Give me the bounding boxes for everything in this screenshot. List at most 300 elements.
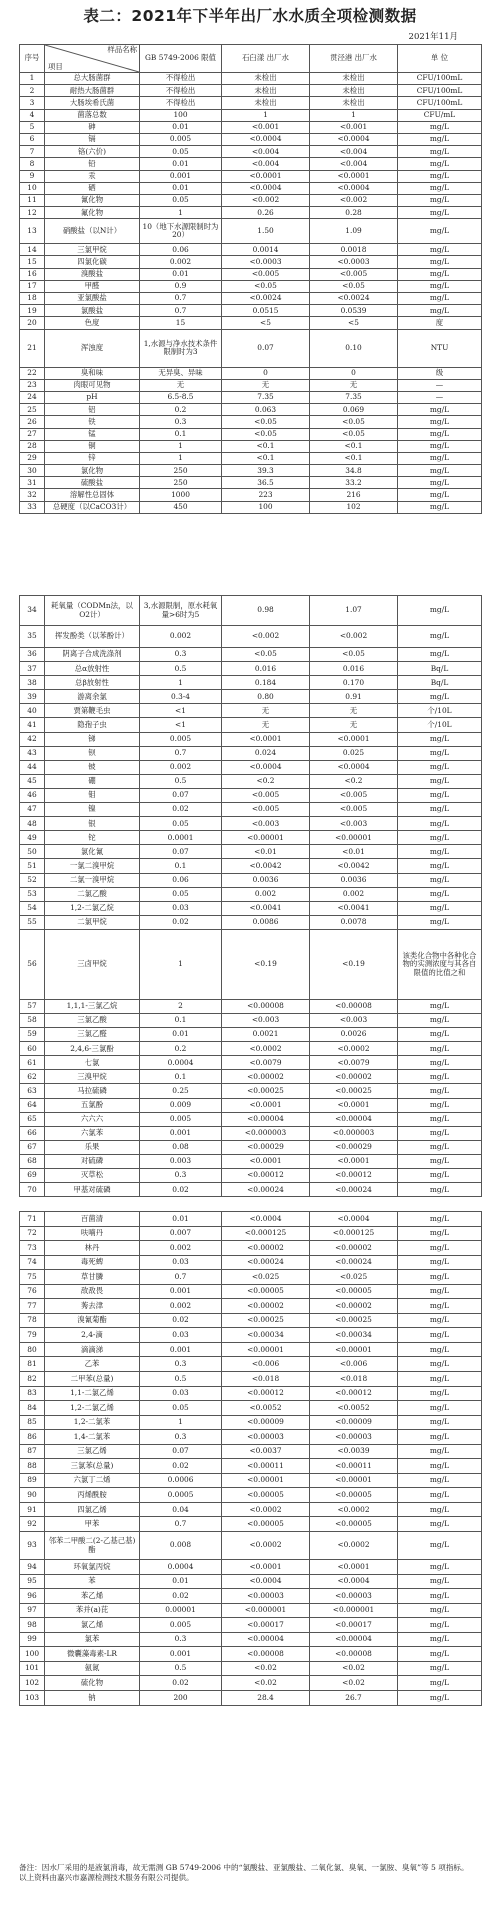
plant2-cell: 26.7 (310, 1690, 398, 1705)
item-cell: 对硫磷 (45, 1154, 140, 1168)
plant1-cell: 0 (222, 367, 310, 379)
unit-cell: mg/L (398, 1372, 482, 1387)
unit-cell: mg/L (398, 1126, 482, 1140)
table-row (20, 596, 482, 626)
item-cell: 滴滴涕 (45, 1342, 140, 1357)
limit-cell: 1 (140, 676, 222, 690)
unit-cell: mg/L (398, 182, 482, 194)
table-row (20, 1560, 482, 1575)
table-row (20, 845, 482, 859)
plant1-cell: 0.26 (222, 207, 310, 219)
unit-cell: mg/L (398, 244, 482, 256)
item-cell: 马拉硫磷 (45, 1084, 140, 1098)
unit-cell: mg/L (398, 1212, 482, 1227)
plant1-cell: <0.00029 (222, 1140, 310, 1154)
item-cell: 耗氧量（CODMn法，以O2计） (45, 596, 140, 626)
table-row (20, 1488, 482, 1503)
plant1-cell: <0.0002 (222, 1042, 310, 1056)
unit-cell: mg/L (398, 626, 482, 648)
table-row (20, 219, 482, 244)
unit-cell: mg/L (398, 1517, 482, 1532)
seq-cell: 40 (20, 704, 45, 718)
limit-cell: 0.02 (140, 1676, 222, 1691)
plant1-cell: <0.002 (222, 194, 310, 206)
plant1-cell: <0.003 (222, 817, 310, 831)
header-diagonal-line (45, 45, 139, 72)
item-cell: 苯并(a)芘 (45, 1603, 140, 1618)
table-row (20, 317, 482, 329)
item-cell: 氯酸盐 (45, 305, 140, 317)
item-cell: 氨氮 (45, 1661, 140, 1676)
limit-cell: <1 (140, 704, 222, 718)
limit-cell: 0.002 (140, 1241, 222, 1256)
table-row (20, 788, 482, 802)
table-row (20, 1212, 482, 1227)
plant2-cell: <0.00017 (310, 1618, 398, 1633)
seq-cell: 11 (20, 194, 45, 206)
table-row (20, 704, 482, 718)
seq-cell: 32 (20, 489, 45, 501)
seq-cell: 55 (20, 915, 45, 929)
table-row (20, 379, 482, 391)
plant1-cell: <0.003 (222, 1013, 310, 1027)
plant1-cell: <0.00005 (222, 1517, 310, 1532)
plant1-cell: <0.00012 (222, 1169, 310, 1183)
table-row (20, 760, 482, 774)
plant1-cell: <0.00008 (222, 1647, 310, 1662)
seq-cell: 91 (20, 1502, 45, 1517)
limit-cell: 0.5 (140, 1372, 222, 1387)
item-cell: 六氯丁二烯 (45, 1473, 140, 1488)
table-row (20, 404, 482, 416)
unit-cell: mg/L (398, 803, 482, 817)
plant2-cell: <0.00003 (310, 1589, 398, 1604)
table-row (20, 1226, 482, 1241)
table-row (20, 1112, 482, 1126)
item-cell: 四氯乙烯 (45, 1502, 140, 1517)
plant1-cell: 36.5 (222, 477, 310, 489)
table-row (20, 133, 482, 145)
plant2-cell: <0.1 (310, 440, 398, 452)
plant2-cell: <0.0004 (310, 1212, 398, 1227)
plant1-cell: <0.0041 (222, 901, 310, 915)
seq-cell: 95 (20, 1574, 45, 1589)
plant1-cell: <0.00004 (222, 1112, 310, 1126)
plant1-cell: <0.00025 (222, 1084, 310, 1098)
plant2-cell: <0.02 (310, 1661, 398, 1676)
plant2-cell: 无 (310, 718, 398, 732)
plant1-cell: <0.00002 (222, 1241, 310, 1256)
seq-cell: 98 (20, 1618, 45, 1633)
plant1-cell: 28.4 (222, 1690, 310, 1705)
item-cell: 1,2-二氯苯 (45, 1415, 140, 1430)
limit-cell: 0.1 (140, 1013, 222, 1027)
unit-cell: mg/L (398, 1270, 482, 1285)
table-row (20, 158, 482, 170)
item-cell: 锑 (45, 732, 140, 746)
limit-cell: 200 (140, 1690, 222, 1705)
unit-cell: mg/L (398, 887, 482, 901)
table-row (20, 1084, 482, 1098)
item-cell: 硝酸盐（以N计） (45, 219, 140, 244)
limit-cell: 6.5-8.5 (140, 391, 222, 403)
unit-cell: 个/10L (398, 704, 482, 718)
item-cell: 微囊藻毒素-LR (45, 1647, 140, 1662)
plant2-cell: 0.016 (310, 662, 398, 676)
plant1-cell: 0.024 (222, 746, 310, 760)
table-row (20, 929, 482, 999)
plant2-cell: 0.025 (310, 746, 398, 760)
plant2-cell: <0.00001 (310, 1473, 398, 1488)
data-table-part-3 (19, 1211, 482, 1706)
plant2-cell: <0.00011 (310, 1459, 398, 1474)
report-date: 2021年11月 (408, 32, 458, 42)
seq-cell: 85 (20, 1415, 45, 1430)
item-cell: 乙苯 (45, 1357, 140, 1372)
plant1-cell: 无 (222, 718, 310, 732)
plant1-cell: <0.2 (222, 774, 310, 788)
plant2-cell: <0.0039 (310, 1444, 398, 1459)
plant2-cell: <0.003 (310, 817, 398, 831)
item-cell: 1,1-二氯乙烯 (45, 1386, 140, 1401)
plant2-cell: 0.91 (310, 690, 398, 704)
item-cell: 灭草松 (45, 1169, 140, 1183)
table-row (20, 73, 482, 85)
plant2-cell: <0.005 (310, 803, 398, 817)
unit-cell: mg/L (398, 1532, 482, 1560)
plant1-cell: <0.025 (222, 1270, 310, 1285)
plant2-cell: <0.0079 (310, 1056, 398, 1070)
plant1-cell: <0.018 (222, 1372, 310, 1387)
table-row (20, 428, 482, 440)
plant2-cell: <0.00004 (310, 1632, 398, 1647)
seq-cell: 88 (20, 1459, 45, 1474)
unit-cell: CFU/100mL (398, 97, 482, 109)
unit-cell: mg/L (398, 1647, 482, 1662)
seq-cell: 93 (20, 1532, 45, 1560)
limit-cell: 0.03 (140, 901, 222, 915)
plant1-cell: 100 (222, 501, 310, 513)
note-remark: 备注：因水厂采用的是液氯消毒，故无需测 GB 5749-2006 中的“氯酸盐、亚氯酸盐、二氧化氯、臭氧、一氯胺、臭氧”等 5 项指标。 (19, 1863, 469, 1872)
plant1-cell: <0.00008 (222, 999, 310, 1013)
unit-cell: 个/10L (398, 718, 482, 732)
limit-cell: 0.3-4 (140, 690, 222, 704)
table-row (20, 305, 482, 317)
plant1-cell: 0.0014 (222, 244, 310, 256)
seq-cell: 87 (20, 1444, 45, 1459)
table-row (20, 268, 482, 280)
item-cell: 贾第鞭毛虫 (45, 704, 140, 718)
limit-cell: 不得检出 (140, 85, 222, 97)
seq-cell: 81 (20, 1357, 45, 1372)
plant2-cell: <0.025 (310, 1270, 398, 1285)
header-project-label: 项目 (48, 61, 63, 71)
unit-cell: mg/L (398, 774, 482, 788)
limit-cell: 0.01 (140, 1212, 222, 1227)
plant2-cell: <0.0052 (310, 1401, 398, 1416)
unit-cell: NTU (398, 329, 482, 367)
unit-cell: mg/L (398, 1661, 482, 1676)
table-row (20, 194, 482, 206)
plant1-cell: <0.0079 (222, 1056, 310, 1070)
plant1-cell: <0.0042 (222, 859, 310, 873)
table-row (20, 746, 482, 760)
table-row (20, 662, 482, 676)
plant2-cell: 0.002 (310, 887, 398, 901)
seq-cell: 36 (20, 648, 45, 662)
seq-cell: 8 (20, 158, 45, 170)
table-row (20, 1647, 482, 1662)
seq-cell: 41 (20, 718, 45, 732)
seq-cell: 83 (20, 1386, 45, 1401)
plant2-cell: <0.01 (310, 845, 398, 859)
plant2-cell: <0.0001 (310, 732, 398, 746)
unit-cell: mg/L (398, 1183, 482, 1197)
plant1-cell: 0.0021 (222, 1028, 310, 1042)
unit-cell: mg/L (398, 1632, 482, 1647)
plant2-cell: 无 (310, 379, 398, 391)
plant1-cell: <0.00002 (222, 1299, 310, 1314)
unit-cell: mg/L (398, 1042, 482, 1056)
item-cell: 三氯苯(总量) (45, 1459, 140, 1474)
plant2-cell: <0.0004 (310, 760, 398, 774)
plant2-cell: 34.8 (310, 465, 398, 477)
plant2-cell: <0.00009 (310, 1415, 398, 1430)
limit-cell: 0.06 (140, 873, 222, 887)
seq-cell: 38 (20, 676, 45, 690)
plant1-cell: <0.000003 (222, 1126, 310, 1140)
limit-cell: 1 (140, 1415, 222, 1430)
plant2-cell: 0.0018 (310, 244, 398, 256)
table-row (20, 1676, 482, 1691)
limit-cell: 100 (140, 109, 222, 121)
unit-cell: mg/L (398, 1560, 482, 1575)
unit-cell: mg/L (398, 1618, 482, 1633)
limit-cell: 0.7 (140, 1517, 222, 1532)
plant1-cell: <0.006 (222, 1357, 310, 1372)
plant1-cell: <0.0004 (222, 1212, 310, 1227)
plant2-cell: <0.19 (310, 929, 398, 999)
plant2-cell: 0.170 (310, 676, 398, 690)
unit-cell: mg/L (398, 831, 482, 845)
limit-cell: 0.005 (140, 1618, 222, 1633)
seq-cell: 9 (20, 170, 45, 182)
header-plant1: 石臼漾 出厂水 (222, 45, 310, 73)
table-row (20, 1459, 482, 1474)
item-cell: 三卤甲烷 (45, 929, 140, 999)
unit-cell: mg/L (398, 158, 482, 170)
plant2-cell: 0.0539 (310, 305, 398, 317)
plant2-cell: <0.001 (310, 121, 398, 133)
table-row (20, 1430, 482, 1445)
plant2-cell: <0.0002 (310, 1042, 398, 1056)
seq-cell: 5 (20, 121, 45, 133)
item-cell: 总大肠菌群 (45, 73, 140, 85)
plant2-cell: <0.00025 (310, 1313, 398, 1328)
unit-cell: — (398, 379, 482, 391)
seq-cell: 57 (20, 999, 45, 1013)
plant2-cell: 0.0026 (310, 1028, 398, 1042)
plant1-cell: <0.00017 (222, 1618, 310, 1633)
item-cell: 呋喃丹 (45, 1226, 140, 1241)
table-row (20, 1661, 482, 1676)
plant1-cell: 未检出 (222, 97, 310, 109)
plant1-cell: <0.00005 (222, 1488, 310, 1503)
limit-cell: 450 (140, 501, 222, 513)
table-row (20, 1013, 482, 1027)
limit-cell: 无异臭、异味 (140, 367, 222, 379)
seq-cell: 100 (20, 1647, 45, 1662)
plant1-cell: <0.02 (222, 1676, 310, 1691)
unit-cell: 度 (398, 317, 482, 329)
table-row (20, 859, 482, 873)
plant2-cell: <0.00005 (310, 1488, 398, 1503)
limit-cell: 0.2 (140, 404, 222, 416)
item-cell: 三溴甲烷 (45, 1070, 140, 1084)
plant2-cell: <0.00005 (310, 1517, 398, 1532)
table-row (20, 1126, 482, 1140)
limit-cell: 0.01 (140, 1574, 222, 1589)
item-cell: 铜 (45, 440, 140, 452)
plant1-cell: <0.0004 (222, 760, 310, 774)
plant2-cell: <0.00002 (310, 1070, 398, 1084)
plant1-cell: <0.0001 (222, 1560, 310, 1575)
seq-cell: 72 (20, 1226, 45, 1241)
limit-cell: 0.9 (140, 280, 222, 292)
plant1-cell: 0.07 (222, 329, 310, 367)
table-row (20, 182, 482, 194)
unit-cell: mg/L (398, 1313, 482, 1328)
limit-cell: 0.3 (140, 416, 222, 428)
plant1-cell: 0.80 (222, 690, 310, 704)
unit-cell: mg/L (398, 1473, 482, 1488)
table-row (20, 329, 482, 367)
plant2-cell: <0.00002 (310, 1299, 398, 1314)
seq-cell: 52 (20, 873, 45, 887)
limit-cell: 0.08 (140, 1140, 222, 1154)
plant2-cell: 0 (310, 367, 398, 379)
seq-cell: 39 (20, 690, 45, 704)
seq-cell: 70 (20, 1183, 45, 1197)
seq-cell: 37 (20, 662, 45, 676)
plant1-cell: <0.00004 (222, 1632, 310, 1647)
item-cell: 丙烯酰胺 (45, 1488, 140, 1503)
table-row (20, 477, 482, 489)
plant2-cell: <0.004 (310, 146, 398, 158)
item-cell: 毒死蜱 (45, 1255, 140, 1270)
plant2-cell: <0.00008 (310, 999, 398, 1013)
plant1-cell: <0.00001 (222, 1342, 310, 1357)
plant1-cell: 未检出 (222, 85, 310, 97)
limit-cell: 0.5 (140, 662, 222, 676)
item-cell: 七氯 (45, 1056, 140, 1070)
limit-cell: 0.02 (140, 1589, 222, 1604)
limit-cell: 250 (140, 465, 222, 477)
data-table-part-2 (19, 595, 482, 1197)
plant2-cell: 33.2 (310, 477, 398, 489)
plant1-cell: <0.1 (222, 440, 310, 452)
limit-cell: 10（地下水源限制时为20） (140, 219, 222, 244)
unit-cell: mg/L (398, 1386, 482, 1401)
plant1-cell: <0.05 (222, 280, 310, 292)
plant1-cell: <0.19 (222, 929, 310, 999)
unit-cell: mg/L (398, 1112, 482, 1126)
unit-cell: CFU/100mL (398, 73, 482, 85)
table-row (20, 367, 482, 379)
item-cell: 三氯甲烷 (45, 244, 140, 256)
table-row (20, 1690, 482, 1705)
plant2-cell: 0.0036 (310, 873, 398, 887)
plant1-cell: <0.004 (222, 146, 310, 158)
plant2-cell: 1.09 (310, 219, 398, 244)
item-cell: 三氯乙烯 (45, 1444, 140, 1459)
item-cell: 色度 (45, 317, 140, 329)
seq-cell: 84 (20, 1401, 45, 1416)
table-row (20, 1444, 482, 1459)
unit-cell: mg/L (398, 901, 482, 915)
unit-cell: mg/L (398, 690, 482, 704)
table-row (20, 1401, 482, 1416)
item-cell: 钼 (45, 788, 140, 802)
unit-cell: mg/L (398, 1013, 482, 1027)
plant1-cell: 0.063 (222, 404, 310, 416)
seq-cell: 45 (20, 774, 45, 788)
seq-cell: 44 (20, 760, 45, 774)
plant2-cell: 未检出 (310, 73, 398, 85)
seq-cell: 12 (20, 207, 45, 219)
plant2-cell: <0.00012 (310, 1386, 398, 1401)
limit-cell: 3,水源限制，原水耗氧量>6时为5 (140, 596, 222, 626)
plant1-cell: <0.05 (222, 648, 310, 662)
plant1-cell: <0.0004 (222, 1574, 310, 1589)
plant2-cell: <0.0004 (310, 182, 398, 194)
seq-cell: 29 (20, 452, 45, 464)
item-cell: 甲醛 (45, 280, 140, 292)
item-cell: 亚氯酸盐 (45, 293, 140, 305)
seq-cell: 14 (20, 244, 45, 256)
unit-cell: mg/L (398, 845, 482, 859)
item-cell: 乐果 (45, 1140, 140, 1154)
unit-cell: mg/L (398, 1401, 482, 1416)
plant2-cell: <0.006 (310, 1357, 398, 1372)
limit-cell: 0.0005 (140, 1488, 222, 1503)
plant2-cell: <0.00024 (310, 1255, 398, 1270)
plant1-cell: <0.0037 (222, 1444, 310, 1459)
table-row (20, 440, 482, 452)
plant2-cell: <0.0004 (310, 1574, 398, 1589)
table-row (20, 1028, 482, 1042)
seq-cell: 46 (20, 788, 45, 802)
item-cell: 环氧氯丙烷 (45, 1560, 140, 1575)
limit-cell: 0.001 (140, 1126, 222, 1140)
header-plant2: 贯泾港 出厂水 (310, 45, 398, 73)
table-row (20, 1415, 482, 1430)
item-cell: 硫酸盐 (45, 477, 140, 489)
plant1-cell: <0.005 (222, 803, 310, 817)
limit-cell: 0.06 (140, 244, 222, 256)
item-cell: 阴离子合成洗涤剂 (45, 648, 140, 662)
item-cell: 1,4-二氯苯 (45, 1430, 140, 1445)
table-row (20, 817, 482, 831)
plant2-cell: <0.00001 (310, 1342, 398, 1357)
limit-cell: 2 (140, 999, 222, 1013)
seq-cell: 61 (20, 1056, 45, 1070)
item-cell: pH (45, 391, 140, 403)
header-item (45, 45, 140, 73)
item-cell: 1,2-二氯乙烷 (45, 901, 140, 915)
plant1-cell: 7.35 (222, 391, 310, 403)
table-row (20, 1169, 482, 1183)
